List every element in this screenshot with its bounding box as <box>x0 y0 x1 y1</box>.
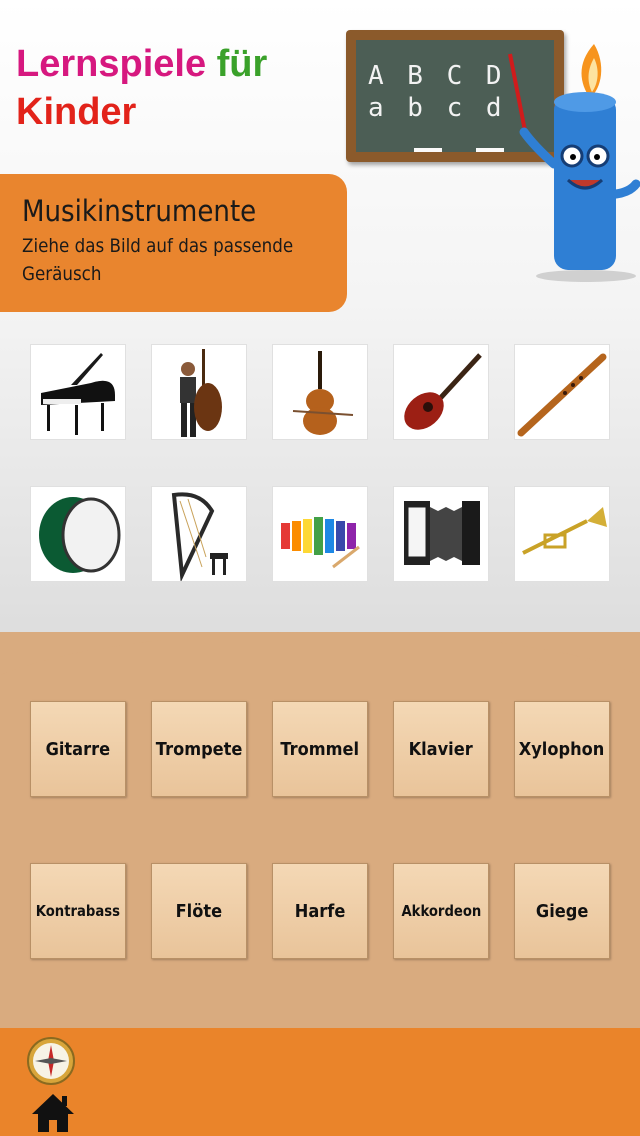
answer-card-giege[interactable] <box>514 863 610 959</box>
answer-card-gitarre[interactable] <box>30 701 126 797</box>
answer-card-akkordeon[interactable] <box>393 863 489 959</box>
panel-heading: Musikinstrumente <box>22 194 257 228</box>
instruction-panel <box>0 174 347 312</box>
picture-tile-xylophone[interactable] <box>272 486 368 582</box>
compass-icon[interactable] <box>26 1036 76 1086</box>
answer-card-harfe[interactable] <box>272 863 368 959</box>
chalk-line <box>476 148 504 152</box>
double-bass-icon <box>152 345 246 439</box>
accordion-icon <box>394 487 488 581</box>
picture-tile-harp[interactable] <box>151 486 247 582</box>
flute-icon <box>515 345 609 439</box>
answer-card-label: Gitarre <box>45 738 111 760</box>
picture-tile-flute[interactable] <box>514 344 610 440</box>
answer-card-label: Giege <box>535 900 589 922</box>
violin-icon <box>273 345 367 439</box>
answer-card-label: Klavier <box>408 738 474 760</box>
picture-tile-guitar[interactable] <box>393 344 489 440</box>
trumpet-icon <box>515 487 609 581</box>
title-word-kinder: Kinder <box>16 91 137 133</box>
picture-tile-violin[interactable] <box>272 344 368 440</box>
app-title <box>16 40 267 136</box>
chalk-line <box>414 148 442 152</box>
title-word-lernspiele: Lernspiele <box>16 43 207 85</box>
title-word-fuer: für <box>216 43 268 85</box>
picture-tile-trumpet[interactable] <box>514 486 610 582</box>
answer-card-klavier[interactable] <box>393 701 489 797</box>
picture-tile-accordion[interactable] <box>393 486 489 582</box>
answer-card-label: Xylophon <box>519 738 605 760</box>
piano-icon <box>31 345 125 439</box>
picture-tile-double-bass[interactable] <box>151 344 247 440</box>
answer-card-trompete[interactable] <box>151 701 247 797</box>
answer-card-label: Flöte <box>175 900 223 922</box>
picture-tile-piano[interactable] <box>30 344 126 440</box>
answer-card-label: Akkordeon <box>401 902 481 920</box>
picture-tile-drum[interactable] <box>30 486 126 582</box>
drum-icon <box>31 487 125 581</box>
answer-card-xylophon[interactable] <box>514 701 610 797</box>
candle-mascot-icon <box>506 24 640 284</box>
harp-icon <box>152 487 246 581</box>
answer-card-label: Harfe <box>294 900 346 922</box>
answer-card-label: Kontrabass <box>35 902 121 920</box>
answer-card-label: Trommel <box>280 738 360 760</box>
answer-card-label: Trompete <box>155 738 243 760</box>
answer-card-trommel[interactable] <box>272 701 368 797</box>
footer-bar <box>0 1028 640 1136</box>
home-icon[interactable] <box>30 1092 76 1134</box>
chalkboard-row-upper: A B C D <box>368 61 506 91</box>
xylophone-icon <box>273 487 367 581</box>
guitar-icon <box>394 345 488 439</box>
chalkboard-row-lower: a b c d <box>368 93 506 123</box>
answer-card-kontrabass[interactable] <box>30 863 126 959</box>
chalkboard-letters <box>368 60 506 124</box>
panel-instruction: Ziehe das Bild auf das passende Geräusch <box>22 235 294 285</box>
answer-card-floete[interactable] <box>151 863 247 959</box>
